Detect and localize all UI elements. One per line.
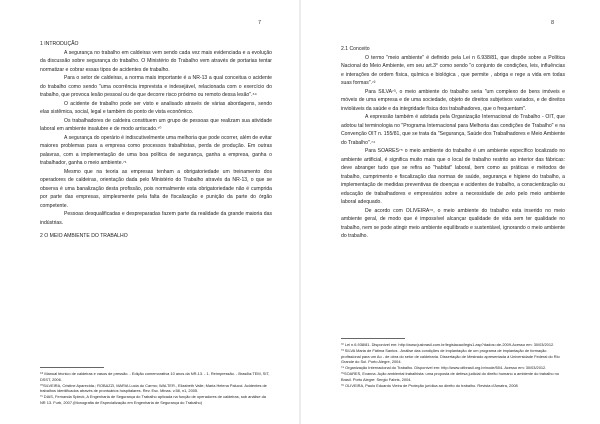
paragraph: Os trabalhadores de caldeira constituem um grupo de pessoas que realizam sua atividade laboral em ambiente insalubre e de modo arriscado.⁷⁰ (40, 117, 272, 132)
paragraph: A segurança do operário é indiscutivelmente uma melhoria que pode ocorrer, além de evitar maiores problemas para a empresa como processos trabalhistas, perda de produção. Em outras palavras, com a implementação de uma boa política de segurança, ganha a empresa, ganha o trabalhador, ganha o meio ambiente.⁷¹ (40, 134, 272, 166)
paragraph: A segurança no trabalho em caldeiras vem sendo cada vez mais evidenciada e a evolução da discussão sobre segurança do trabalho. O Ministério do Trabalho vem através de portarias tentar normatizar e cobrar essas tipos de acidentes de trabalho. (40, 49, 272, 73)
paragraph: Para SILVA⁷³, o meio ambiente do trabalho seria "um complexo de bens imóveis e móveis de uma empresa e de uma sociedade, objeto de direitos subjetivos variados, e de direitos invioláveis da saúde e da integridade física dos trabalhadores, que o frequentam". (341, 88, 565, 112)
footnote-divider (341, 338, 405, 339)
section-heading: 1 INTRODUÇÃO (40, 41, 79, 47)
footnote: ⁷¹ DIAS, Fernanda Spieck, A Engenharia de Segurança do Trabalho aplicada na função de operadores de caldeiras, sob análise da NR 13. Furb, 2007.(Monografia de Especialização em Engenharia de Segurança do Trabalho) (40, 394, 266, 405)
paragraph: Mesmo que na teoria as empresas tenham a obrigatoriedade um treinamento dos operadores de caldeiras, orientação dada pelo Ministério do Trabalho através da NR-13, o que se observa é uma banalização desta profissão, pois normalmente esta obrigatoriedade não é cumprida por parte das empresas, simplesmente pela falta de fiscalização e punição da parte do órgão competente. (40, 168, 272, 209)
page-right (301, 0, 600, 424)
footnotes (341, 338, 565, 388)
paragraph: Para o setor de caldeiras, a norma mais importante é a NR-13 a qual conceitua o acidente do trabalho como sendo "uma ocorrência imprevista e indesejável, relacionada com o exercício do trabalho, que provoca lesão pessoal ou de que decorre risco próximo ou remoto dessa lesão".⁶⁹ (40, 75, 272, 98)
paragraph: O termo "meio ambiente" é definido pela Lei n 6.938/81, que dispõe sobre a Política Nacional do Meio Ambiente, em seu art.3° como sendo "o conjunto de condições, leis, influências e interações de ordem física, química e biológica , que permite , abriga e rege a vida em todas suas formas".⁷² (341, 54, 565, 86)
footnote: ⁶⁹ Manual técnico de caldeiras e vasos de pressão. - Edição comemorativa 10 anos da NR-13. - 1. Reimpressão. - Brasília:TEM, SIT, DSST, 2006. (40, 371, 270, 382)
footnote: ⁷² Lei n.6.938/81. Disponível em: http://www.jusbrasil.com.br/legislacao/legis1.asp?dados=de-2009-Acesso em: 30/03/2012. (341, 342, 555, 347)
paragraph: De acordo com OLIVEIRA⁷⁶, o meio ambiente do trabalho esta inserido no meio ambiente geral, de modo que é impossível alcançar qualidade de vida sem ter qualidade no trabalho, nem se pode atingir meio ambiente equilibrado e sustentável, ignorando o meio ambiente do trabalho. (341, 207, 565, 239)
footnote: ⁷⁶ OLIVEIRA, Paulo Eduardo Vieira de Proteção jurídica ao direito do trabalho. Revista d'Amatra, 2008 (341, 382, 518, 388)
page-number: 8 (551, 20, 555, 26)
footnotes (40, 367, 272, 406)
paragraph: O acidente de trabalho pode ser visto e analisado através de várias abordagens, sendo elas sistêmica, social, legal e também do ponto de vista econômico. (40, 100, 272, 115)
page-body (40, 40, 272, 241)
section-heading: 2 O MEIO AMBIENTE DO TRABALHO (40, 233, 128, 239)
paragraph: A expressão também é adotada pela Organização Internacional do Trabalho - OIT, que adotou tal terminologia no "Programa Internacional para Melhoria das condições de Trabalho" e na Convenção OIT n. 155/81, que se trata da "Segurança, Saúde dos Trabalhadores e Meio Ambiente do Trabalho".⁷⁴ (341, 114, 565, 146)
page-number: 7 (258, 20, 262, 26)
footnote: ⁷³ SILVA Maria de Fátima Santos . Análise das condições de implantação de um programa de implantação de formação profissional para um Ao - de obra do setor de caldeiraria. Dissertação de Mestrado apresentada à Universidade Federal do Rio Grande do Sul. Porto Alegre, 2004. (341, 347, 560, 365)
page-body (341, 45, 565, 241)
paragraph: Pessoas desqualificadas e despreparadas fazem parte da realidade da grande maioria das indústrias. (40, 211, 272, 226)
paragraph: Para SOARES⁷⁵ o meio ambiente do trabalho é um ambiente específico localizado no ambiente artificial, é significa muito mais que o local de trabalho restrito ao interior das fábricas: deve abranger tudo que se refira ao "habitat" laboral, bem como as práticas e métodos de trabalho, cumprimento e fiscalização das normas de saúde, segurança e higiene do trabalho, a implementação de medidas preventivas de doenças e acidentes de trabalho, a conscientização ou educação de trabalhadores e empresários sobre a necessidade de zelo pelo meio ambiente laboral adequado. (341, 148, 565, 205)
subsection-heading: 2.1 Conceito (341, 46, 370, 52)
page-left (0, 0, 299, 424)
footnote-divider (40, 367, 104, 368)
footnote: ⁷⁰SILVEIRA, Cristine Aparecida.; ROBAZZI, MARIA Lucia do Carmo; WALTER., Elizabeth Valle; Maria Helena Palucci. Acidentes de trabalhos identificados através de prontuários hospitalares. Rev. Esc. Minas. v.58, n1, 2005. (40, 382, 267, 394)
footnote: ⁷⁵SOARES, Evanna. Ação ambiental trabalhista: uma proposta de defesa judicial do direito humano a ambiente do trabalho no Brasil. Porto Alegre: Sergio Fabris, 2004. (341, 370, 560, 382)
footnote: ⁷⁴ Organização Internacional do Trabalho. Disponível em: http://www.oitbrasil.org.br/node/504- Acesso em: 30/03/2012. (341, 365, 547, 371)
